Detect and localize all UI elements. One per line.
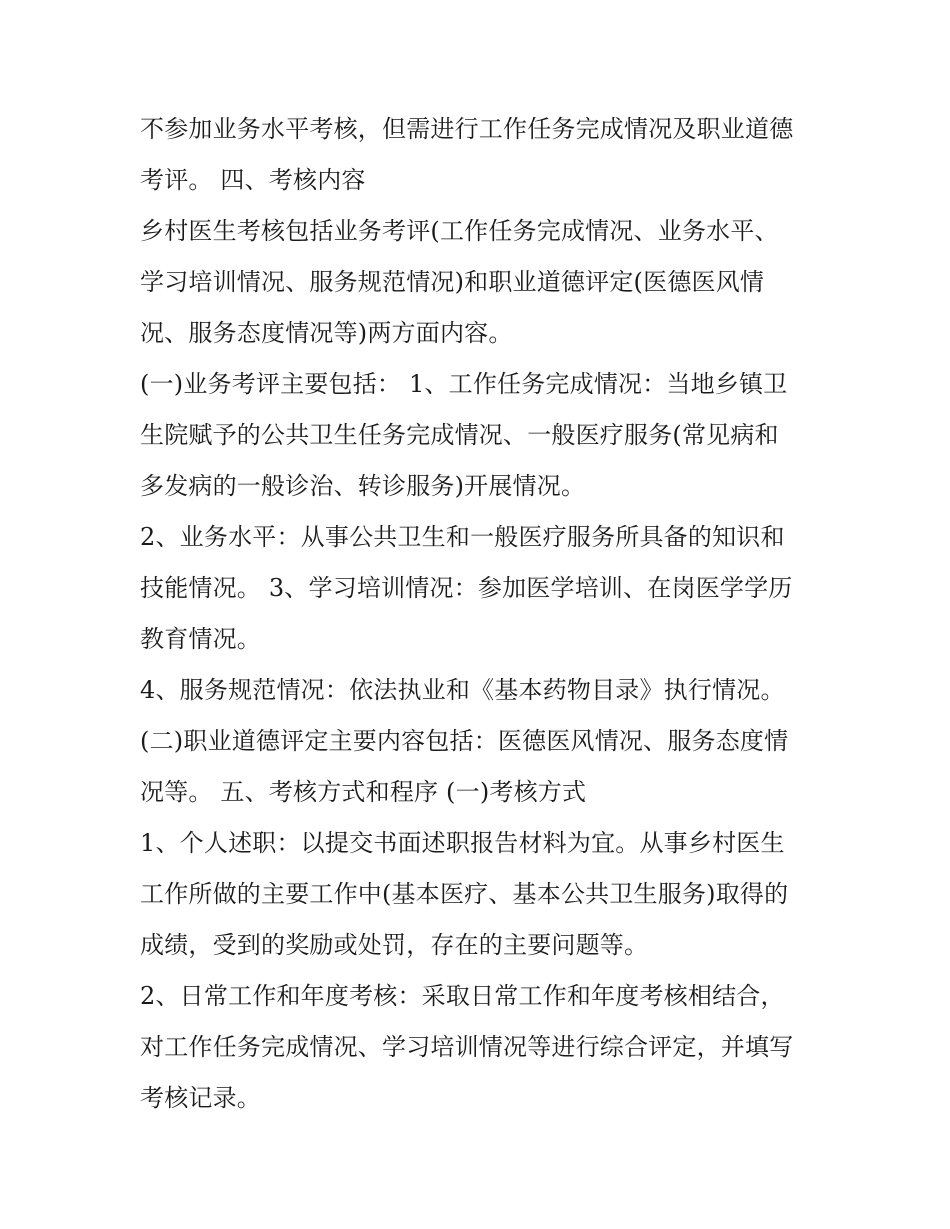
text-line: 教育情况。 [140, 625, 261, 653]
text-line: 多发病的一般诊治、转诊服务)开展情况。 [140, 472, 586, 500]
text-line: 2、业务水平：从事公共卫生和一般医疗服务所具备的知识和 [140, 523, 785, 551]
text-line: 技能情况。 3、学习培训情况：参加医学培训、在岗医学学历 [140, 574, 793, 602]
text-line: 乡村医生考核包括业务考评(工作任务完成情况、业务水平、 [140, 217, 779, 245]
text-line: 况、服务态度情况等)两方面内容。 [140, 319, 513, 347]
text-line: 考评。 四、考核内容 [140, 166, 366, 194]
text-line: 2、日常工作和年度考核：采取日常工作和年度考核相结合， [140, 982, 785, 1010]
text-line: (一)业务考评主要包括： 1、工作任务完成情况：当地乡镇卫 [140, 370, 788, 398]
text-line: 成绩，受到的奖励或处罚，存在的主要问题等。 [140, 931, 649, 959]
text-line: 考核记录。 [140, 1084, 261, 1112]
text-line: 工作所做的主要工作中(基本医疗、基本公共卫生服务)取得的 [140, 880, 789, 908]
text-line: 生院赋予的公共卫生任务完成情况、一般医疗服务(常见病和 [140, 421, 779, 449]
text-line: 不参加业务水平考核，但需进行工作任务完成情况及职业道德 [140, 115, 794, 143]
text-line: 对工作任务完成情况、学习培训情况等进行综合评定，并填写 [140, 1033, 794, 1061]
text-line: (二)职业道德评定主要内容包括：医德医风情况、服务态度情 [140, 727, 789, 755]
text-line: 况等。 五、考核方式和程序 (一)考核方式 [140, 778, 587, 806]
text-line: 1、个人述职：以提交书面述职报告材料为宜。从事乡村医生 [140, 829, 785, 857]
text-line: 4、服务规范情况：依法执业和《基本药物目录》执行情况。 [140, 676, 785, 704]
text-line: 学习培训情况、服务规范情况)和职业道德评定(医德医风情 [140, 268, 765, 296]
body-text [140, 104, 830, 1124]
